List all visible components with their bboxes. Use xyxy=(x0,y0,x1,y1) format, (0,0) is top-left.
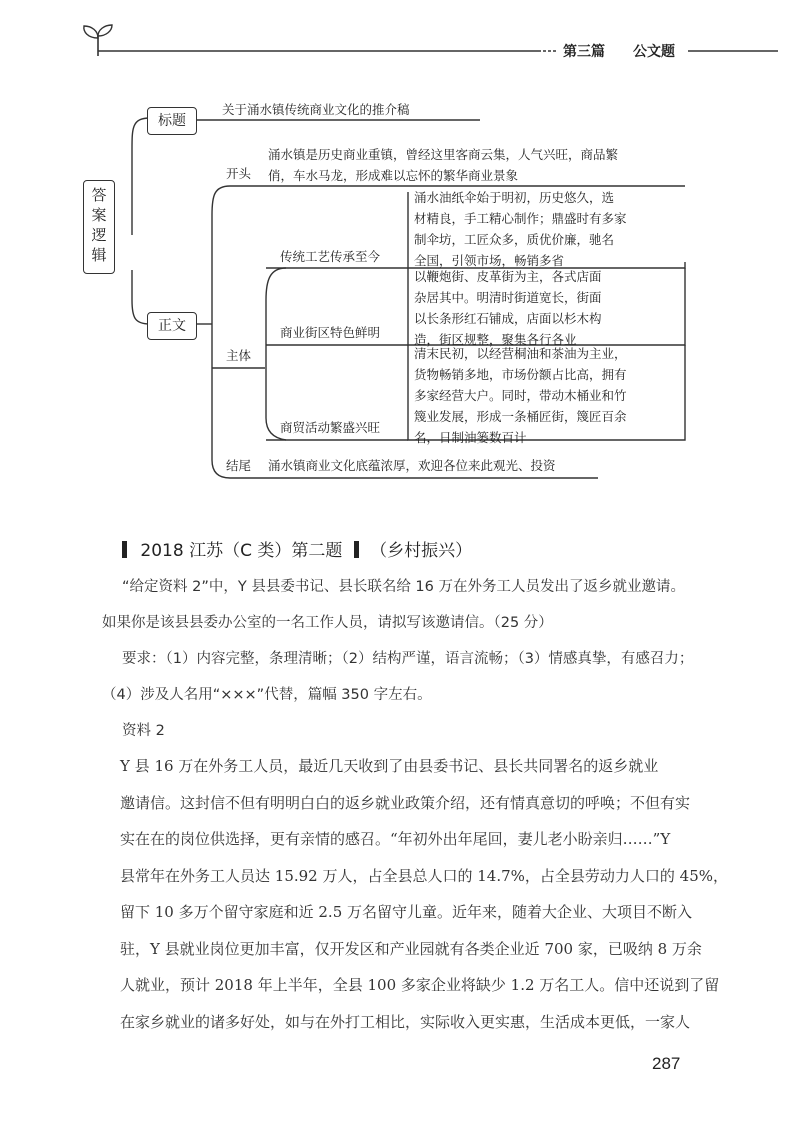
sub2-line: 造，街区规整，聚集各行各业 xyxy=(414,332,577,347)
material-line: 驻，Y 县就业岗位更加丰富，仅开发区和产业园就有各类企业近 700 家，已吸纳 8 万余 xyxy=(120,939,702,958)
sub1-line: 全国，引领市场，畅销多省 xyxy=(414,253,565,268)
sub2-label: 商业街区特色鲜明 xyxy=(280,325,381,340)
sub3-label: 商贸活动繁盛兴旺 xyxy=(280,420,381,435)
root-box xyxy=(83,180,115,274)
jiewei-label: 结尾 xyxy=(226,458,252,473)
material-line: 在家乡就业的诸多好处，如与在外打工相比，实际收入更实惠，生活成本更低，一家人 xyxy=(120,1012,691,1031)
sub2-line: 杂居其中。明清时街道宽长，街面 xyxy=(414,290,602,305)
requirement-line: 要求：（1）内容完整，条理清晰；（2）结构严谨，语言流畅；（3）情感真挚，有感召力； xyxy=(122,651,694,667)
sub3-line: 多家经营大户。同时，带动木桶业和竹 xyxy=(414,388,627,403)
sub2-text xyxy=(414,266,602,350)
title-box xyxy=(147,107,197,135)
title-text: 关于涌水镇传统商业文化的推介稿 xyxy=(222,102,410,117)
body-box xyxy=(147,312,197,340)
sub1-line: 涌水油纸伞始于明初，历史悠久，选 xyxy=(414,190,615,205)
sub2-line: 以长条形红石铺成，店面以杉木构 xyxy=(414,311,602,326)
title-box-label: 标题 xyxy=(158,113,186,129)
requirement-line: （4）涉及人名用“×××”代替，篇幅 350 字左右。 xyxy=(102,687,432,703)
jiewei-text: 涌水镇商业文化底蕴浓厚，欢迎各位来此观光、投资 xyxy=(268,458,556,473)
material-line: 邀请信。这封信不但有明明白白的返乡就业政策介绍，还有情真意切的呼唤；不但有实 xyxy=(120,793,691,812)
question-block xyxy=(102,569,742,713)
sub1-line: 材精良，手工精心制作；鼎盛时有多家 xyxy=(414,211,627,226)
kaitou-label: 开头 xyxy=(226,166,252,181)
section-heading xyxy=(122,536,472,561)
material-line: 县常年在外务工人员达 15.92 万人，占全县总人口的 14.7%，占全县劳动力人口的 45%， xyxy=(120,866,729,885)
material-line: Y 县 16 万在外务工人员，最近几天收到了由县委书记、县长共同署名的返乡就业 xyxy=(120,757,659,775)
sub1-line: 制伞坊，工匠众多，质优价廉，驰名 xyxy=(414,232,615,247)
sub3-text xyxy=(414,343,627,448)
chapter-title: 公文题 xyxy=(633,44,675,60)
question-line: 如果你是该县县委办公室的一名工作人员，请拟写该邀请信。（25 分） xyxy=(102,615,553,631)
sub3-line: 篾业发展，形成一条桶匠街，篾匠百余 xyxy=(414,409,627,424)
sub1-text xyxy=(414,187,627,271)
material-body xyxy=(120,748,729,1040)
sub2-line: 以鞭炮街、皮革街为主，各式店面 xyxy=(414,269,602,284)
zhuti-label: 主体 xyxy=(226,348,252,363)
question-line: “给定资料 2”中，Y 县县委书记、县长联名给 16 万在外务工人员发出了返乡就业邀请。 xyxy=(122,579,685,595)
kaitou-text xyxy=(268,144,618,186)
title-bar-left xyxy=(122,541,127,558)
root-label: 答案逻辑 xyxy=(91,186,107,264)
mind-map-lines xyxy=(0,0,800,500)
page-number: 287 xyxy=(652,1054,681,1073)
sub1-label: 传统工艺传承至今 xyxy=(280,249,381,264)
kaitou-line: 俏，车水马龙，形成难以忘怀的繁华商业景象 xyxy=(268,168,519,183)
sub3-line: 货物畅销多地，市场份额占比高，拥有 xyxy=(414,367,627,382)
chapter-label: 第三篇 xyxy=(563,44,605,60)
material-line: 人就业，预计 2018 年上半年，全县 100 多家企业将缺少 1.2 万名工人。信中还说到了留 xyxy=(120,976,720,994)
section-title: 2018 江苏（C 类）第二题 xyxy=(140,541,343,561)
sub3-line: 清末民初，以经营桐油和茶油为主业， xyxy=(414,346,627,361)
material-line: 实在在的岗位供选择，更有亲情的感召。“年初外出年尾回，妻儿老小盼亲归……”Y xyxy=(120,830,671,848)
sub3-line: 名，日制油篓数百计 xyxy=(414,430,527,445)
kaitou-line: 涌水镇是历史商业重镇，曾经这里客商云集，人气兴旺，商品繁 xyxy=(268,147,619,162)
section-tag: （乡村振兴） xyxy=(370,541,473,561)
body-box-label: 正文 xyxy=(158,318,186,334)
material-line: 留下 10 多万个留守家庭和近 2.5 万名留守儿童。近年来，随着大企业、大项目不断入 xyxy=(120,903,693,921)
title-bar-right xyxy=(354,541,359,558)
material-heading: 资料 2 xyxy=(122,723,165,739)
